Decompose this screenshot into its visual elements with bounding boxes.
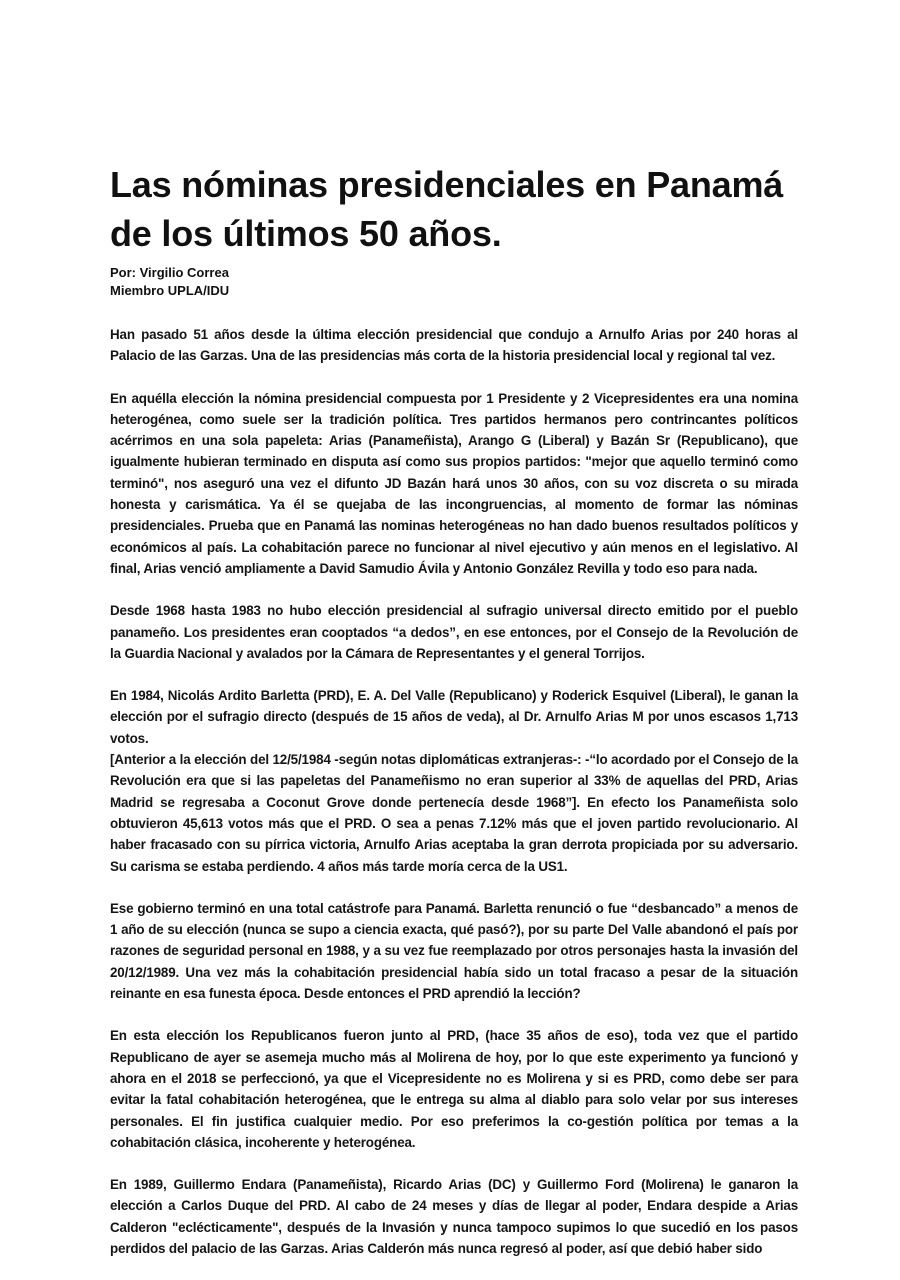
- paragraph-gobierno: Ese gobierno terminó en una total catástrofe para Panamá. Barletta renunció o fue “desbancado” a menos de 1 año de su elección (nunca se supo a ciencia exacta, qué pasó?), por su parte Del Valle abandonó el país por razones de seguridad personal en 1988, y a su vez fue reemplazado por otros personajes hasta la invasión del 20/12/1989. Una vez más la cohabitación presidencial había sido un total fracaso a pesar de la situación reinante en esa funesta época. Desde entonces el PRD aprendió la lección?: [110, 900, 798, 1002]
- paragraph-republicanos: En esta elección los Republicanos fueron junto al PRD, (hace 35 años de eso), toda vez que el partido Republicano de ayer se asemeja mucho más al Molirena de hoy, por lo que este experimento ya funcionó y ahora en el 2018 se perfeccionó, ya que el Vicepresidente no es Molirena y si es PRD, como debe ser para evitar la fatal cohabitación heterogénea, que le entrega su alma al diablo para solo velar por sus intereses personales. El fin justifica cualquier medio. Por eso preferimos la co-gestión política por temas a la cohabitación clásica, incoherente y heterogénea.: [110, 1028, 798, 1150]
- paragraph-anterior: [Anterior a la elección del 12/5/1984 -según notas diplomáticas extranjeras-: -“lo acordado por el Consejo de la Revolución era que si las papeletas del Panameñismo no eran superior al 33% de aquellas del PRD, Arias Madrid se regresaba a Coconut Grove donde pertenecía desde 1968”]. En efecto los Panameñista solo obtuvieron 45,613 votos más que el PRD. O sea a penas 7.12% más que el joven partido revolucionario. Al haber fracasado con su pírrica victoria, Arnulfo Arias aceptaba la gran derrota propiciada por su adversario. Su carisma se estaba perdiendo. 4 años más tarde moría cerca de la US1.: [110, 752, 798, 874]
- affiliation-line: Miembro UPLA/IDU: [110, 283, 230, 298]
- article-body: [110, 324, 798, 1259]
- article-title: Las nóminas presidenciales en Panamá de los últimos 50 años.: [110, 164, 784, 254]
- paragraph-1968: Desde 1968 hasta 1983 no hubo elección presidencial al sufragio universal directo emitido por el pueblo panameño. Los presidentes eran cooptados “a dedos”, en ese entonces, por el Consejo de la Revolución de la Guardia Nacional y avalados por la Cámara de Representantes y el general Torrijos.: [110, 603, 798, 661]
- paragraph-1984: En 1984, Nicolás Ardito Barletta (PRD), E. A. Del Valle (Republicano) y Roderick Esquivel (Liberal), le ganan la elección por el sufragio directo (después de 15 años de veda), al Dr. Arnulfo Arias M por unos escasos 1,713 votos.: [110, 688, 798, 746]
- paragraph-1989: En 1989, Guillermo Endara (Panameñista), Ricardo Arias (DC) y Guillermo Ford (Molirena) le ganaron la elección a Carlos Duque del PRD. Al cabo de 24 meses y días de llegar al poder, Endara despide a Arias Calderon "eclécticamente", después de la Invasión y nunca tampoco supimos lo que sucedió en los pasos perdidos del palacio de las Garzas. Arias Calderón más nunca regresó al poder, así que debió haber sido: [110, 1177, 798, 1256]
- document-page: [110, 160, 798, 1280]
- paragraph-nomina: En aquélla elección la nómina presidencial compuesta por 1 Presidente y 2 Vicepresidentes era una nomina heterogénea, como suele ser la tradición política. Tres partidos hermanos pero contrincantes políticos acérrimos en una sola papeleta: Arias (Panameñista), Arango G (Liberal) y Bazán Sr (Republicano), que igualmente hubieran terminado en disputa así como sus propios partidos: "mejor que aquello terminó como terminó", nos aseguró una vez el difunto JD Bazán hará unos 30 años, con su voz discreta o su mirada honesta y carismática. Ya él se quejaba de las incongruencias, al momento de formar las nóminas presidenciales. Prueba que en Panamá las nominas heterogéneas no han dado buenos resultados políticos y económicos al país. La cohabitación parece no funcionar al nivel ejecutivo y aún menos en el legislativo. Al final, Arias venció ampliamente a David Samudio Ávila y Antonio González Revilla y todo eso para nada.: [110, 390, 798, 576]
- paragraph-intro: Han pasado 51 años desde la última elección presidencial que condujo a Arnulfo Arias por 240 horas al Palacio de las Garzas. Una de las presidencias más corta de la historia presidencial local y regional tal vez.: [110, 327, 798, 364]
- byline: [110, 264, 798, 300]
- author-line: Por: Virgilio Correa: [110, 265, 229, 280]
